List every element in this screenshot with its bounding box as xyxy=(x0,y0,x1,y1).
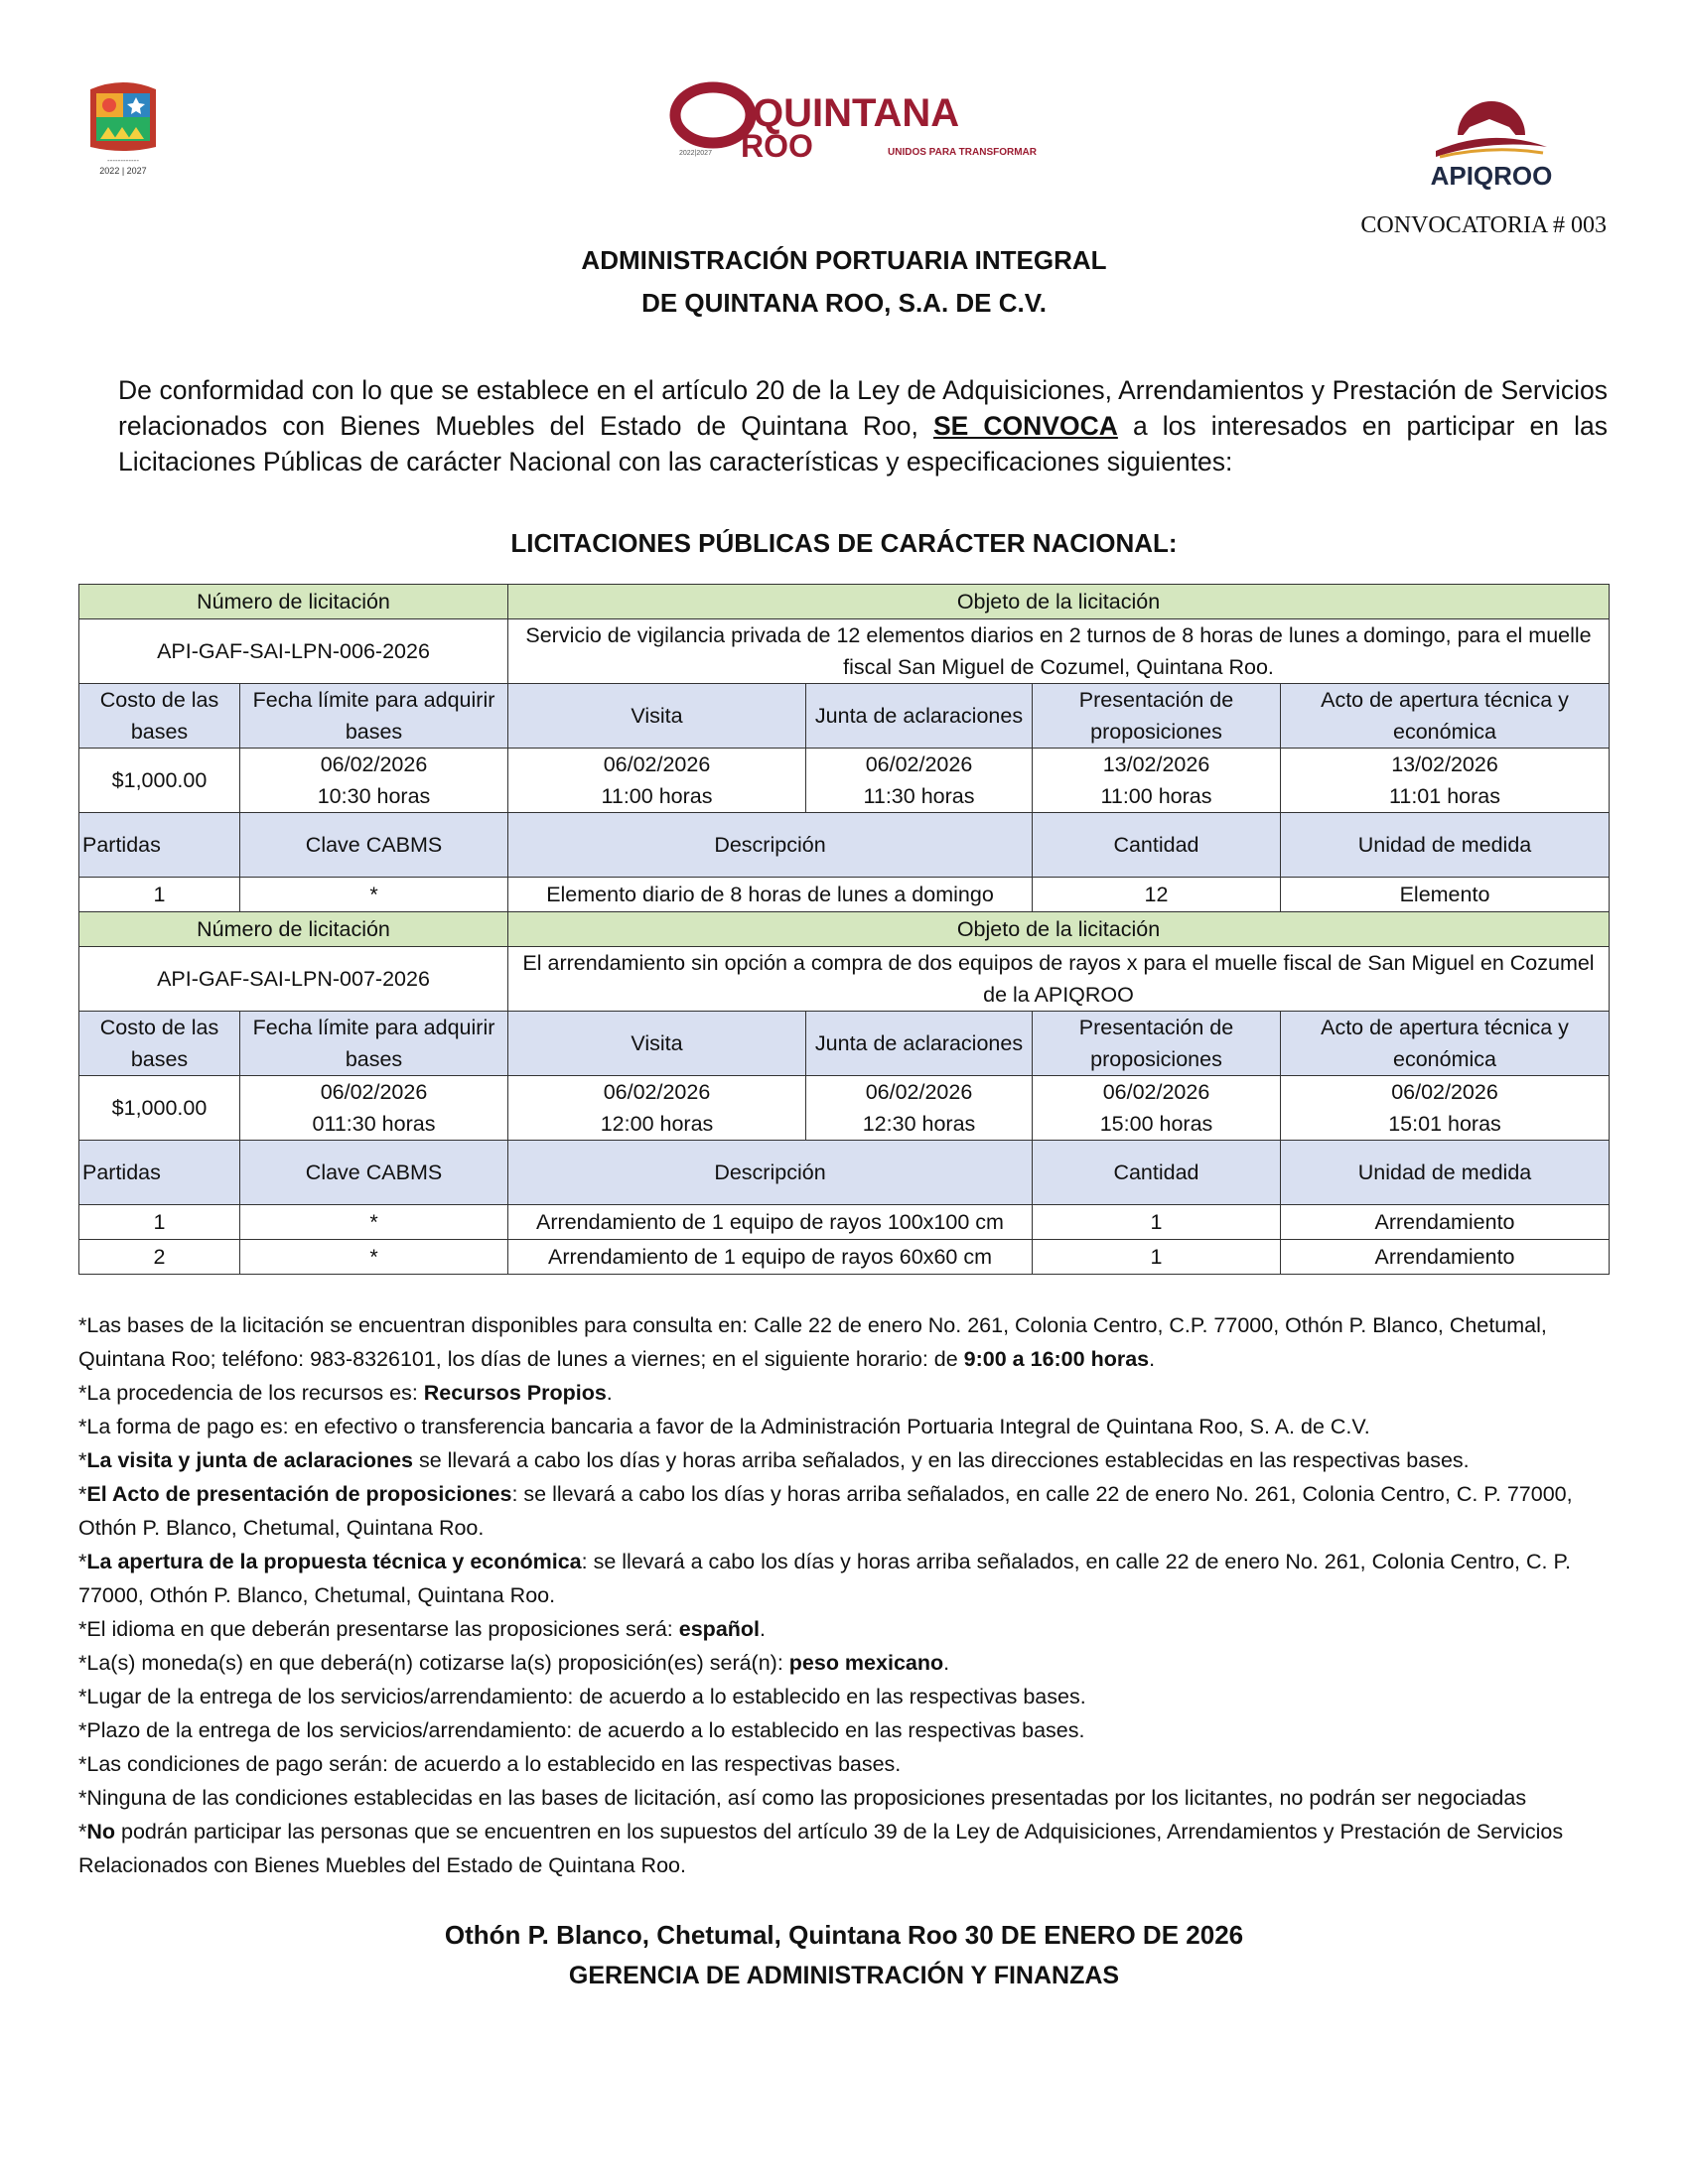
section-title: LICITACIONES PÚBLICAS DE CARÁCTER NACIONAL: xyxy=(510,528,1178,558)
table-header-row: Número de licitación Objeto de la licitación xyxy=(79,912,1610,947)
svg-text:2022 | 2027: 2022 | 2027 xyxy=(99,166,147,176)
note-item: *Plazo de la entrega de los servicios/arrendamiento: de acuerdo a lo establecido en las respectivas bases. xyxy=(78,1718,1085,1742)
quintana-roo-logo xyxy=(671,81,1037,164)
convocatoria-number: CONVOCATORIA # 003 xyxy=(1360,212,1607,238)
table-row: 1 * Arrendamiento de 1 equipo de rayos 100x100 cm 1 Arrendamiento xyxy=(79,1205,1610,1240)
note-item: *El idioma en que deberán presentarse las proposiciones será: español. xyxy=(78,1617,766,1641)
note-item: *No podrán participar las personas que se encuentren en los supuestos del artículo 39 de la Ley de Adquisiciones, Arrendamientos y Prestación de Servicios Relacionados con Bienes Muebles del Estado de Quintana Roo. xyxy=(78,1820,1564,1877)
note-item: *Las condiciones de pago serán: de acuerdo a lo establecido en las respectivas bases. xyxy=(78,1752,902,1776)
se-convoca-emphasis: SE CONVOCA xyxy=(932,411,1118,441)
svg-text:2022|2027: 2022|2027 xyxy=(679,150,712,157)
licitacion-object: Servicio de vigilancia privada de 12 elementos diarios en 2 turnos de 8 horas de lunes a domingo, para el muelle fiscal San Miguel de Cozumel, Quintana Roo. xyxy=(508,619,1610,684)
note-item: *Las bases de la licitación se encuentran disponibles para consulta en: Calle 22 de enero No. 261, Colonia Centro, C.P. 77000, Othón P. Blanco, Chetumal, Quintana Roo; teléfono: 983-8326101, los días de lunes a viernes; en el siguiente horario: de 9:00 a 16:00 horas. xyxy=(78,1313,1547,1371)
svg-text:APIQROO: APIQROO xyxy=(1430,161,1553,191)
note-item: *El Acto de presentación de proposiciones: se llevará a cabo los días y horas arriba señalados, en calle 22 de enero No. 261, Colonia Centro, C. P. 77000, Othón P. Blanco, Chetumal, Quintana Roo. xyxy=(78,1482,1573,1540)
organization-title: ADMINISTRACIÓN PORTUARIA INTEGRAL xyxy=(581,245,1107,275)
svg-text:------------: ------------ xyxy=(107,156,139,165)
licitacion-number: API-GAF-SAI-LPN-007-2026 xyxy=(79,947,508,1012)
footer-place-date: Othón P. Blanco, Chetumal, Quintana Roo 30 DE ENERO DE 2026 xyxy=(444,1920,1244,1950)
organization-subtitle: DE QUINTANA ROO, S.A. DE C.V. xyxy=(641,288,1047,318)
licitacion-number: API-GAF-SAI-LPN-006-2026 xyxy=(79,619,508,684)
notes-list xyxy=(78,1308,1613,1882)
footer-department: GERENCIA DE ADMINISTRACIÓN Y FINANZAS xyxy=(568,1962,1120,1989)
note-item: *Lugar de la entrega de los servicios/arrendamiento: de acuerdo a lo establecido en las respectivas bases. xyxy=(78,1685,1086,1708)
table-row: 1 * Elemento diario de 8 horas de lunes a domingo 12 Elemento xyxy=(79,878,1610,912)
licitacion-object: El arrendamiento sin opción a compra de dos equipos de rayos x para el muelle fiscal de San Miguel en Cozumel de la APIQROO xyxy=(508,947,1610,1012)
table-row xyxy=(79,619,1610,684)
note-item: *La forma de pago es: en efectivo o transferencia bancaria a favor de la Administración Portuaria Integral de Quintana Roo, S. A. de C.V. xyxy=(78,1415,1370,1438)
note-item: *La procedencia de los recursos es: Recursos Propios. xyxy=(78,1381,613,1405)
table-header-row: Costo de las bases Fecha límite para adquirir bases Visita Junta de aclaraciones Presentación de proposiciones Acto de apertura técnica y económica xyxy=(79,1012,1610,1076)
table-row: $1,000.00 06/02/2026 10:30 horas 06/02/2026 11:00 horas 06/02/2026 11:30 horas 13/02/2026 11:00 horas 13/02/2026 11:01 horas xyxy=(79,749,1610,813)
licitaciones-table xyxy=(78,584,1610,1275)
apiqroo-logo xyxy=(1418,87,1565,191)
table-row: $1,000.00 06/02/2026 011:30 horas 06/02/2026 12:00 horas 06/02/2026 12:30 horas 06/02/2026 15:00 horas 06/02/2026 15:01 horas xyxy=(79,1076,1610,1141)
svg-text:UNIDOS PARA TRANSFORMAR: UNIDOS PARA TRANSFORMAR xyxy=(888,147,1037,158)
intro-paragraph: De conformidad con lo que se establece en el artículo 20 de la Ley de Adquisiciones, Arrendamientos y Prestación de Servicios relacionados con Bienes Muebles del Estado de Quintana Roo, SE CONVOCA a los interesados en participar en las Licitaciones Públicas de carácter Nacional con las características y especificaciones siguientes: xyxy=(118,375,1608,477)
svg-text:QUINTANA: QUINTANA xyxy=(753,91,960,135)
svg-text:ROO: ROO xyxy=(741,128,813,164)
table-header-row: Partidas Clave CABMS Descripción Cantidad Unidad de medida xyxy=(79,1141,1610,1205)
table-header-row: Costo de las bases Fecha límite para adquirir bases Visita Junta de aclaraciones Presentación de proposiciones Acto de apertura técnica y económica xyxy=(79,684,1610,749)
table-row: 2 * Arrendamiento de 1 equipo de rayos 60x60 cm 1 Arrendamiento xyxy=(79,1240,1610,1275)
note-item: *La visita y junta de aclaraciones se llevará a cabo los días y horas arriba señalados, y en las direcciones establecidas en las respectivas bases. xyxy=(78,1448,1470,1472)
note-item: *La apertura de la propuesta técnica y económica: se llevará a cabo los días y horas arriba señalados, en calle 22 de enero No. 261, Colonia Centro, C. P. 77000, Othón P. Blanco, Chetumal, Quintana Roo. xyxy=(78,1550,1571,1607)
note-item: *Ninguna de las condiciones establecidas en las bases de licitación, así como las proposiciones presentadas por los licitantes, no podrán ser negociadas xyxy=(78,1786,1527,1810)
state-seal-logo xyxy=(84,77,162,177)
note-item: *La(s) moneda(s) en que deberá(n) cotizarse la(s) proposición(es) será(n): peso mexicano. xyxy=(78,1651,950,1675)
table-row xyxy=(79,947,1610,1012)
table-header-row: Partidas Clave CABMS Descripción Cantidad Unidad de medida xyxy=(79,813,1610,878)
table-header-row: Número de licitación Objeto de la licitación xyxy=(79,585,1610,619)
